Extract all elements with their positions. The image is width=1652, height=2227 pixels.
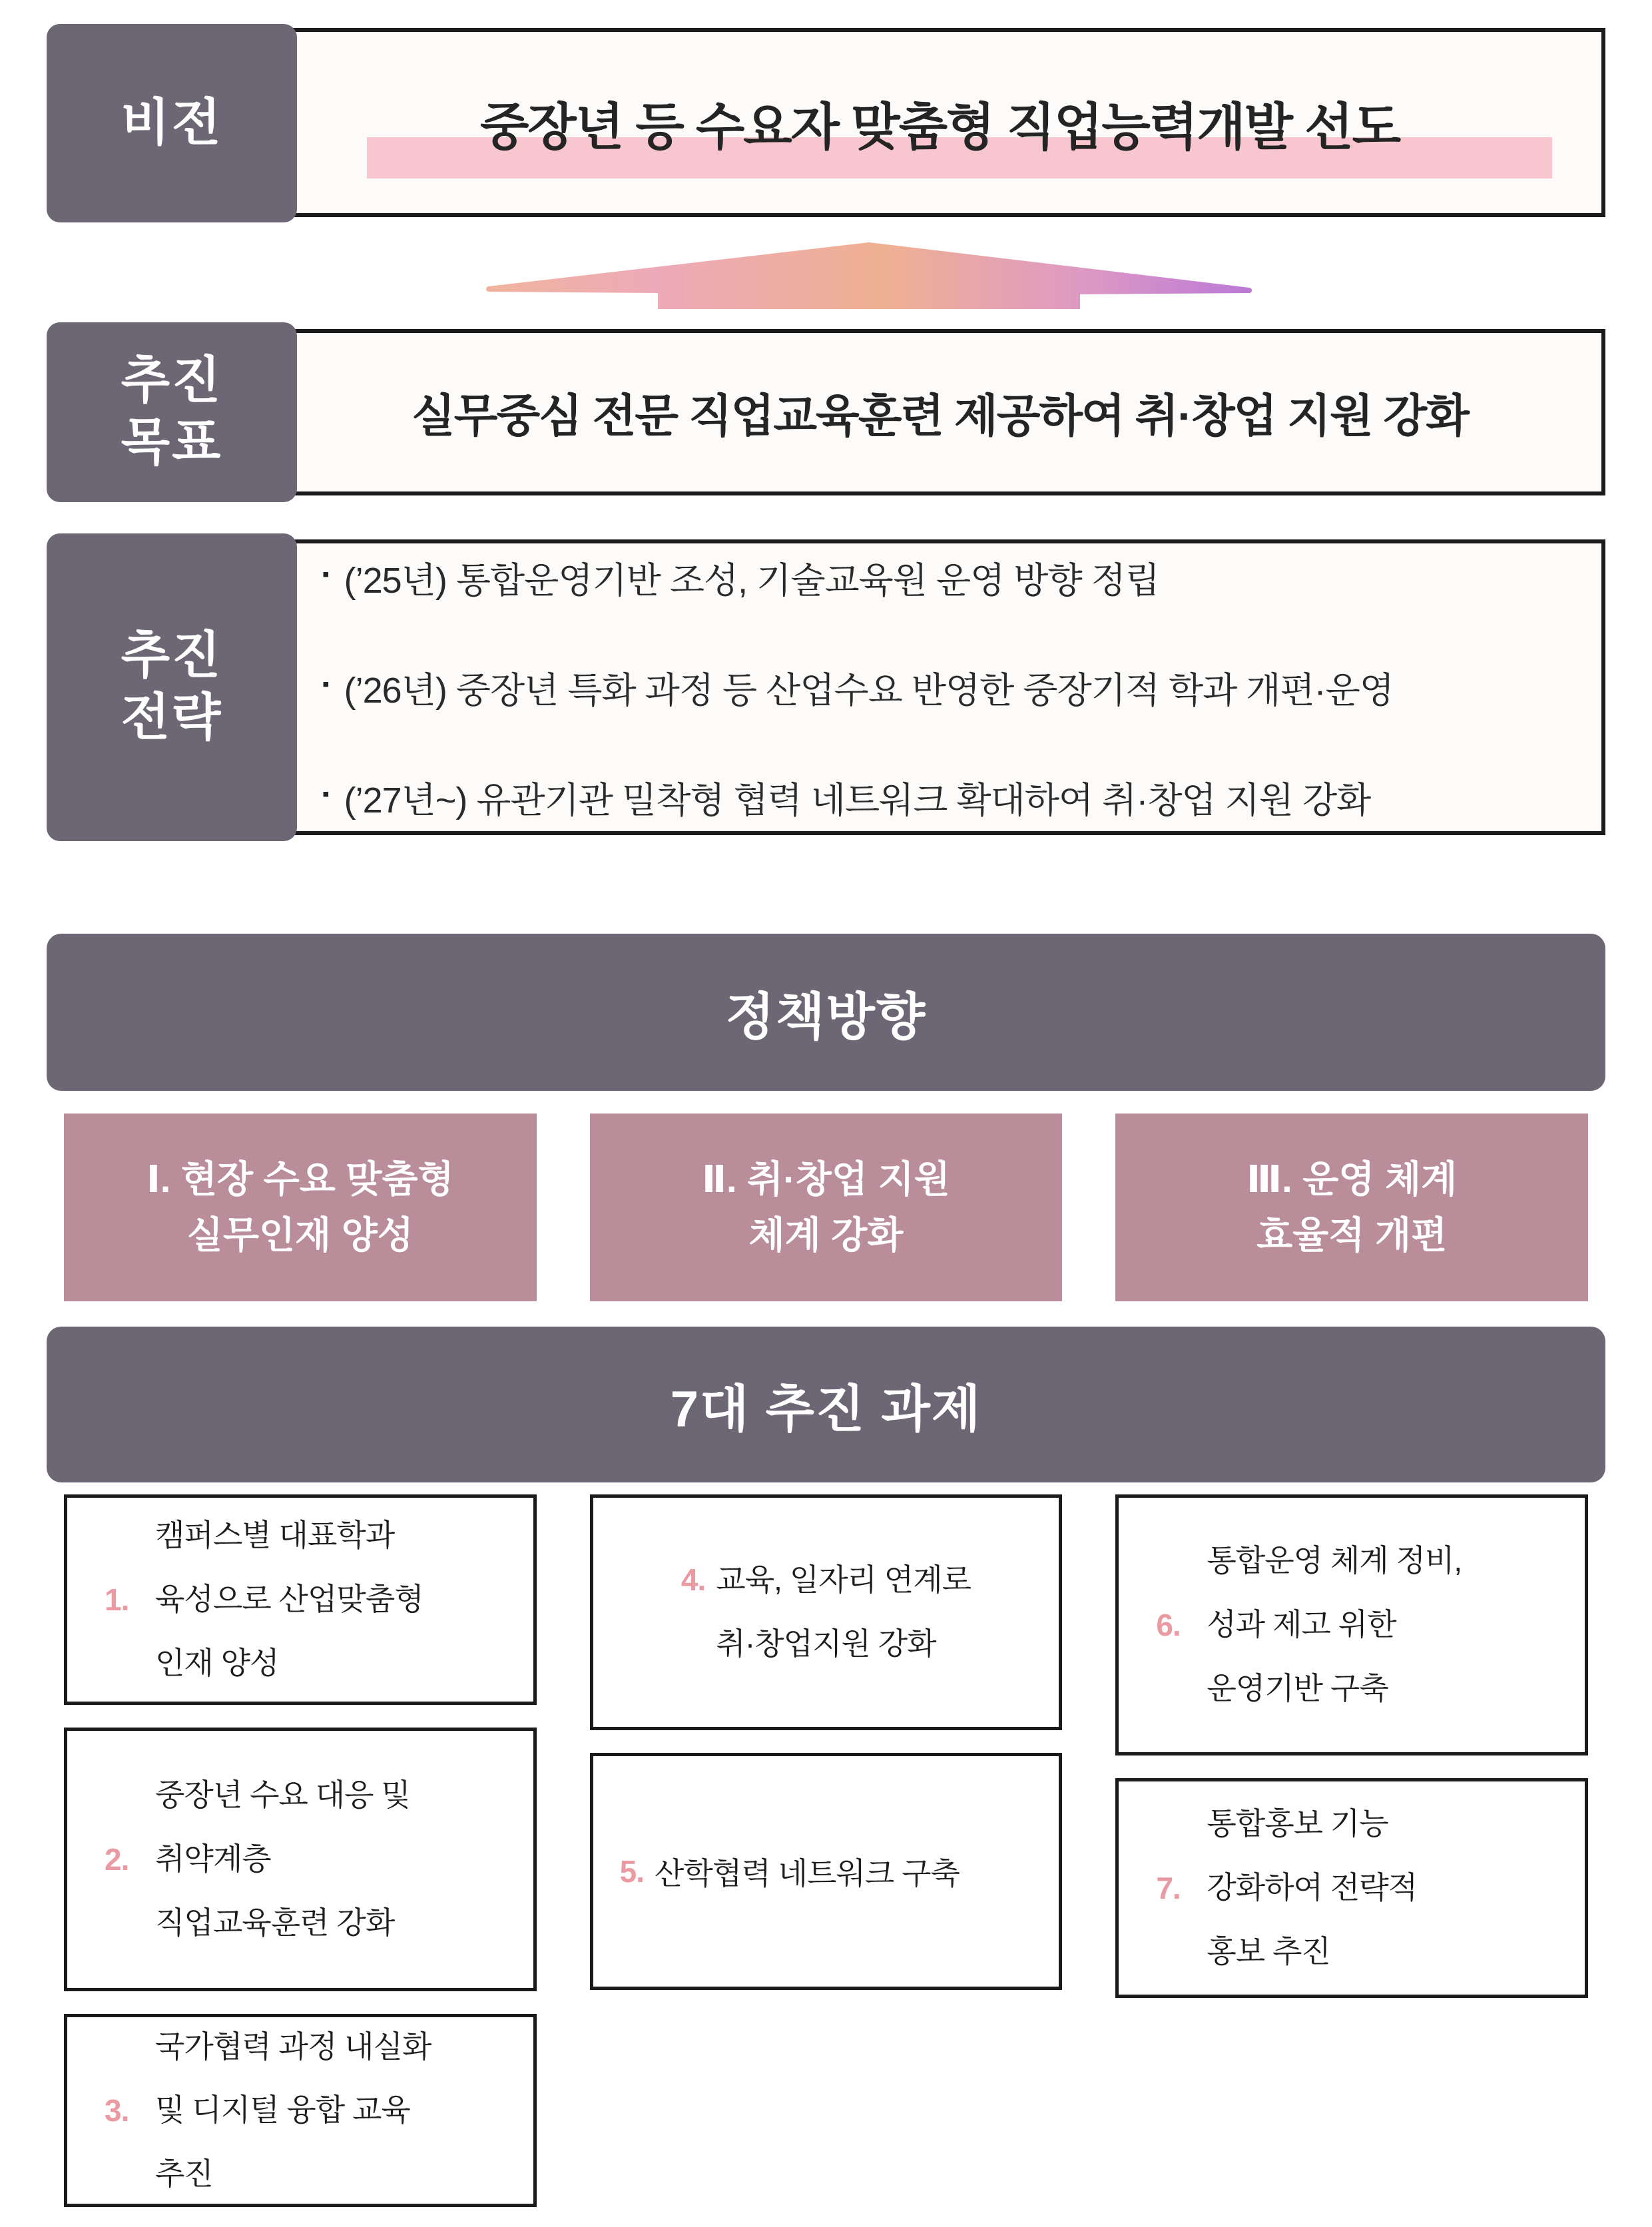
strategy-bullet-1 [322,552,1159,603]
up-arrow-icon [486,242,1252,309]
task-line: 통합홍보 기능 [1207,1806,1388,1841]
task-grid [64,1494,1588,2207]
task-column-2 [590,1494,1063,2207]
task-text [155,1763,410,1955]
task-number: 2. [105,1842,129,1877]
goal-title: 실무중심 전문 직업교육훈련 제공하여 취·창업 지원 강화 [412,390,1468,442]
strategy-bullet-text: (’27년~) 유관기관 밀착형 협력 네트워크 확대하여 취·창업 지원 강화 [344,780,1371,820]
task-text [155,1504,423,1695]
policy-box-3-line2: 효율적 개편 [1256,1214,1448,1256]
policy-box-1-line2: 실무인재 양성 [186,1214,413,1256]
task-card-1 [64,1494,537,1705]
task-line: 국가협력 과정 내실화 [155,2029,431,2064]
policy-box-2-line2: 체계 강화 [748,1214,904,1256]
task-number: 5. [619,1854,645,1889]
goal-label-line2: 목표 [121,414,223,471]
task-column-3 [1115,1494,1588,2207]
policy-direction-row [64,1114,1588,1301]
strategy-label-line2: 전략 [121,689,223,746]
task-line: 육성으로 산업맞춤형 [155,1582,423,1617]
square-bullet-icon: ▪ [322,673,330,695]
task-line: 및 디지털 융합 교육 [155,2092,410,2128]
task-number: 6. [1156,1608,1181,1642]
policy-box-2 [590,1114,1063,1301]
square-bullet-icon: ▪ [322,783,330,805]
policy-box-2-line1: Ⅱ. 취·창업 지원 [702,1158,950,1200]
task-line: 성과 제고 위한 [1207,1607,1396,1642]
task-line: 취·창업지원 강화 [716,1626,936,1661]
policy-box-1 [64,1114,537,1301]
policy-direction-header: 정책방향 [47,934,1605,1091]
tasks-header: 7대 추진 과제 [47,1327,1605,1482]
task-number: 1. [105,1582,129,1617]
task-line: 인재 양성 [155,1645,279,1680]
square-bullet-icon: ▪ [322,563,330,585]
strategy-label-line1: 추진 [121,627,223,685]
task-card-7 [1115,1778,1588,1998]
task-line: 추진 [155,2156,213,2191]
strategy-bullet-text: (’25년) 통합운영기반 조성, 기술교육원 운영 방향 정립 [344,560,1159,601]
vision-label-text: 비전 [121,94,223,151]
task-text [1207,1529,1462,1720]
vision-label [47,24,297,222]
task-card-6 [1115,1494,1588,1755]
vision-section [47,24,1605,222]
strategy-bullet-3 [322,772,1370,823]
task-number: 3. [105,2093,129,2128]
goal-content-box [141,329,1605,495]
task-text [1207,1792,1417,1983]
vision-title: 중장년 등 수요자 맞춤형 직업능력개발 선도 [479,99,1400,156]
task-number: 7. [1156,1871,1181,1905]
task-line: 통합운영 체계 정비, [1207,1543,1462,1578]
task-line-text: 산학협력 네트워크 구축 [655,1856,960,1891]
strategy-label [47,533,297,841]
task-card-4 [590,1494,1063,1730]
task-column-1 [64,1494,537,2207]
task-line: 홍보 추진 [1207,1933,1330,1969]
task-number: 4. [681,1562,706,1598]
task-line: 강화하여 전략적 [1207,1870,1418,1905]
task-text [681,1548,971,1676]
task-card-3 [64,2014,537,2207]
task-line: 운영기반 구축 [1207,1670,1388,1706]
task-card-5 [590,1753,1063,1990]
vision-content-box [141,28,1605,217]
task-card-2 [64,1728,537,1991]
task-line: 중장년 수요 대응 및 [155,1777,410,1813]
goal-section [47,322,1605,502]
task-line: 캠퍼스별 대표학과 [155,1518,395,1553]
goal-label-line1: 추진 [121,352,223,410]
strategy-bullet-text: (’26년) 중장년 특화 과정 등 산업수요 반영한 중장기적 학과 개편·운영 [344,670,1394,711]
policy-box-3-line1: Ⅲ. 운영 체계 [1246,1158,1458,1200]
task-line: 직업교육훈련 강화 [155,1905,395,1940]
policy-box-3 [1115,1114,1588,1301]
goal-label [47,322,297,502]
task-text [155,2015,431,2206]
strategy-bullet-2 [322,662,1394,713]
policy-box-1-line1: Ⅰ. 현장 수요 맞춤형 [146,1158,454,1200]
task-line [681,1548,971,1612]
strategy-section [47,533,1605,841]
task-line-text: 교육, 일자리 연계로 [716,1562,971,1598]
task-line: 취약계층 [155,1841,271,1877]
strategy-content-box [141,539,1605,835]
up-arrow-row [47,242,1605,322]
